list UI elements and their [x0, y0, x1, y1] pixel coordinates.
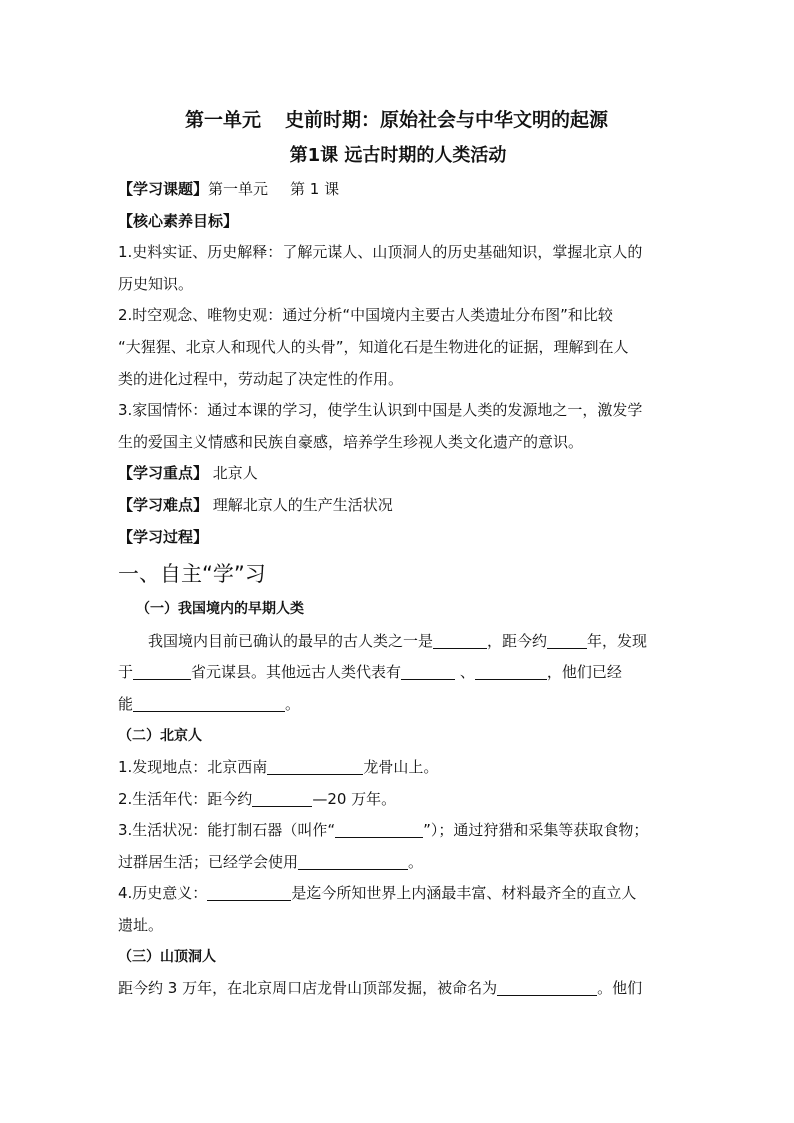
key-point-line [118, 458, 678, 490]
key-point-value: 北京人 [212, 464, 258, 483]
topic-unit: 第一单元 [208, 180, 269, 198]
paragraph-line: 我国境内目前已确认的最早的古人类之一是 ，距今约 年，发现 [148, 631, 648, 650]
subsection-upper-cave-man: （三）山顶洞人 [118, 948, 216, 965]
fill-blank[interactable] [475, 663, 547, 680]
fill-blank[interactable] [133, 695, 285, 712]
topic-line [118, 174, 678, 206]
difficulty-line [118, 490, 678, 522]
fill-blank[interactable] [252, 790, 312, 807]
fill-blank[interactable] [401, 663, 455, 680]
unit-number: 第一单元 [184, 109, 261, 131]
list-item: 3.生活状况：能打制石器（叫作“ ”）；通过狩猎和采集等获取食物； [118, 821, 649, 840]
lesson-title: 第1课 远古时期的人类活动 [289, 145, 507, 166]
goal1-line1: 1.史料实证、历史解释：了解元谋人、山顶洞人的历史基础知识，掌握北京人的 [118, 243, 643, 262]
goal3-line2: 生的爱国主义情感和民族自豪感，培养学生珍视人类文化遗产的意识。 [118, 432, 584, 451]
fill-blank[interactable] [497, 979, 597, 996]
subsection-early-humans: （一）我国境内的早期人类 [136, 601, 304, 618]
list-item: 过群居生活；已经学会使用 。 [118, 852, 424, 871]
list-item: 2.生活年代：距今约 —20 万年。 [118, 789, 397, 808]
list-item: 1.发现地点：北京西南 龙骨山上。 [118, 758, 439, 777]
goal2-line1: 2.时空观念、唯物史观：通过分析“中国境内主要古人类遗址分布图”和比较 [118, 306, 613, 325]
unit-name: 史前时期：原始社会与中华文明的起源 [285, 109, 609, 131]
key-point-label: 【学习重点】 [118, 464, 209, 483]
goal2-line3: 类的进化过程中，劳动起了决定性的作用。 [118, 369, 404, 388]
difficulty-label: 【学习难点】 [118, 495, 209, 514]
list-item: 遗址。 [118, 916, 164, 935]
difficulty-value: 理解北京人的生产生活状况 [212, 495, 393, 514]
fill-blank[interactable] [335, 821, 423, 838]
fill-blank[interactable] [298, 853, 408, 870]
unit-title [115, 102, 678, 138]
section-heading: 一、自主“学”习 [118, 562, 266, 587]
list-item: 4.历史意义： 是迄今所知世界上内涵最丰富、材料最齐全的直立人 [118, 884, 637, 903]
fill-blank[interactable] [267, 758, 363, 775]
fill-blank[interactable] [433, 632, 487, 649]
process-heading: 【学习过程】 [118, 527, 209, 546]
topic-lesson: 第 1 课 [290, 180, 340, 198]
paragraph-line: 距今约 3 万年，在北京周口店龙骨山顶部发掘，被命名为 。他们 [118, 979, 643, 998]
goals-heading: 【核心素养目标】 [118, 211, 239, 230]
goal1-line2: 历史知识。 [118, 274, 194, 293]
fill-blank[interactable] [133, 663, 191, 680]
paragraph-line: 能 。 [118, 694, 301, 713]
subsection-peking-man: （二）北京人 [118, 727, 202, 744]
goal3-line1: 3.家国情怀：通过本课的学习，使学生认识到中国是人类的发源地之一，激发学 [118, 401, 643, 420]
fill-blank[interactable] [547, 632, 587, 649]
goal2-line2: “大猩猩、北京人和现代人的头骨”，知道化石是生物进化的证据，理解到在人 [118, 337, 629, 356]
document-page [118, 100, 678, 1005]
topic-label: 【学习课题】 [118, 180, 209, 198]
fill-blank[interactable] [207, 884, 291, 901]
paragraph-line: 于 省元谋县。其他远古人类代表有 、 ，他们已经 [118, 663, 622, 682]
